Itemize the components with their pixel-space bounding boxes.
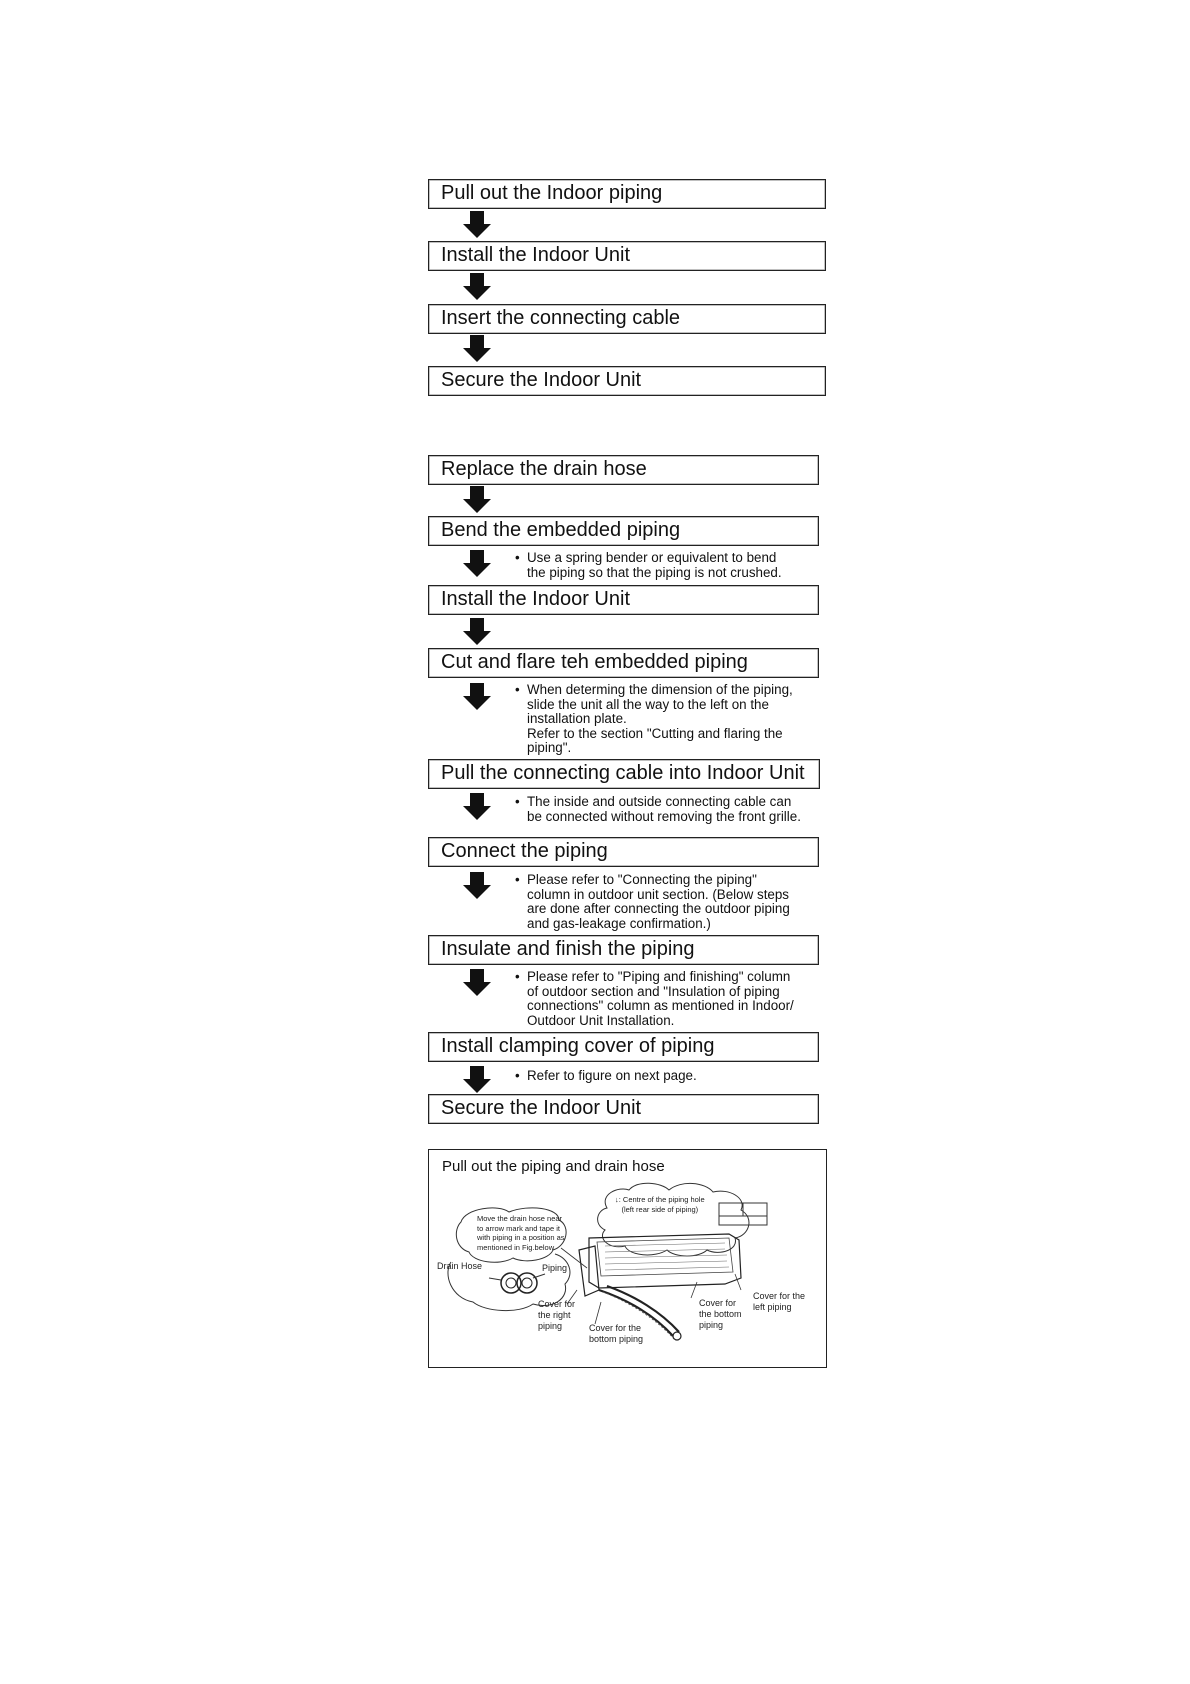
figure-label: Piping [542, 1263, 568, 1273]
flow-step: Secure the Indoor Unit [428, 1094, 819, 1124]
down-arrow-icon [462, 872, 492, 900]
down-arrow-icon [462, 1066, 492, 1094]
flow-step: Insulate and finish the piping [428, 935, 819, 965]
step-note: • When determing the dimension of the piping, slide the unit all the way to the left on the installation plate. Refer to the section "Cutting and flaring the piping". [515, 682, 793, 756]
figure-panel [428, 1149, 827, 1368]
down-arrow-icon [462, 211, 492, 239]
down-arrow-icon [462, 793, 492, 821]
flow-step: Install clamping cover of piping [428, 1032, 819, 1062]
flow-step: Cut and flare teh embedded piping [428, 648, 819, 678]
flow-step: Pull the connecting cable into Indoor Unit [428, 759, 820, 789]
figure-label: Cover for the bottom piping [699, 1298, 742, 1330]
figure-title: Pull out the piping and drain hose [442, 1158, 665, 1175]
flow-step: Pull out the Indoor piping [428, 179, 826, 209]
flow-step: Secure the Indoor Unit [428, 366, 826, 396]
down-arrow-icon [462, 335, 492, 363]
figure-label: ↓: Centre of the piping hole (left rear side of piping) [615, 1195, 705, 1214]
down-arrow-icon [462, 618, 492, 646]
step-note: • Use a spring bender or equivalent to bend the piping so that the piping is not crushed. [515, 550, 782, 580]
flow-step: Replace the drain hose [428, 455, 819, 485]
flow-step: Insert the connecting cable [428, 304, 826, 334]
down-arrow-icon [462, 550, 492, 578]
figure-label: Move the drain hose near to arrow mark and tape it with piping in a position as mentioned in Fig.below [477, 1214, 565, 1252]
flow-step: Connect the piping [428, 837, 819, 867]
step-note: • The inside and outside connecting cable can be connected without removing the front grille. [515, 794, 801, 824]
down-arrow-icon [462, 273, 492, 301]
step-note: • Please refer to "Connecting the piping" column in outdoor unit section. (Below steps are done after connecting the outdoor piping and gas-leakage confirmation.) [515, 872, 790, 931]
step-note: • Refer to figure on next page. [515, 1068, 697, 1083]
down-arrow-icon [462, 683, 492, 711]
flow-step: Install the Indoor Unit [428, 241, 826, 271]
flow-step: Bend the embedded piping [428, 516, 819, 546]
step-note: • Please refer to "Piping and finishing" column of outdoor section and "Insulation of piping connections" column as mentioned in Indoor/ Outdoor Unit Installation. [515, 969, 794, 1028]
down-arrow-icon [462, 969, 492, 997]
down-arrow-icon [462, 486, 492, 514]
figure-label: Cover for the bottom piping [589, 1323, 644, 1344]
figure-label: Drain Hose [437, 1261, 483, 1271]
figure-label: Cover for the right piping [538, 1299, 576, 1331]
flow-step: Install the Indoor Unit [428, 585, 819, 615]
figure-label: Cover for the left piping [753, 1291, 806, 1312]
